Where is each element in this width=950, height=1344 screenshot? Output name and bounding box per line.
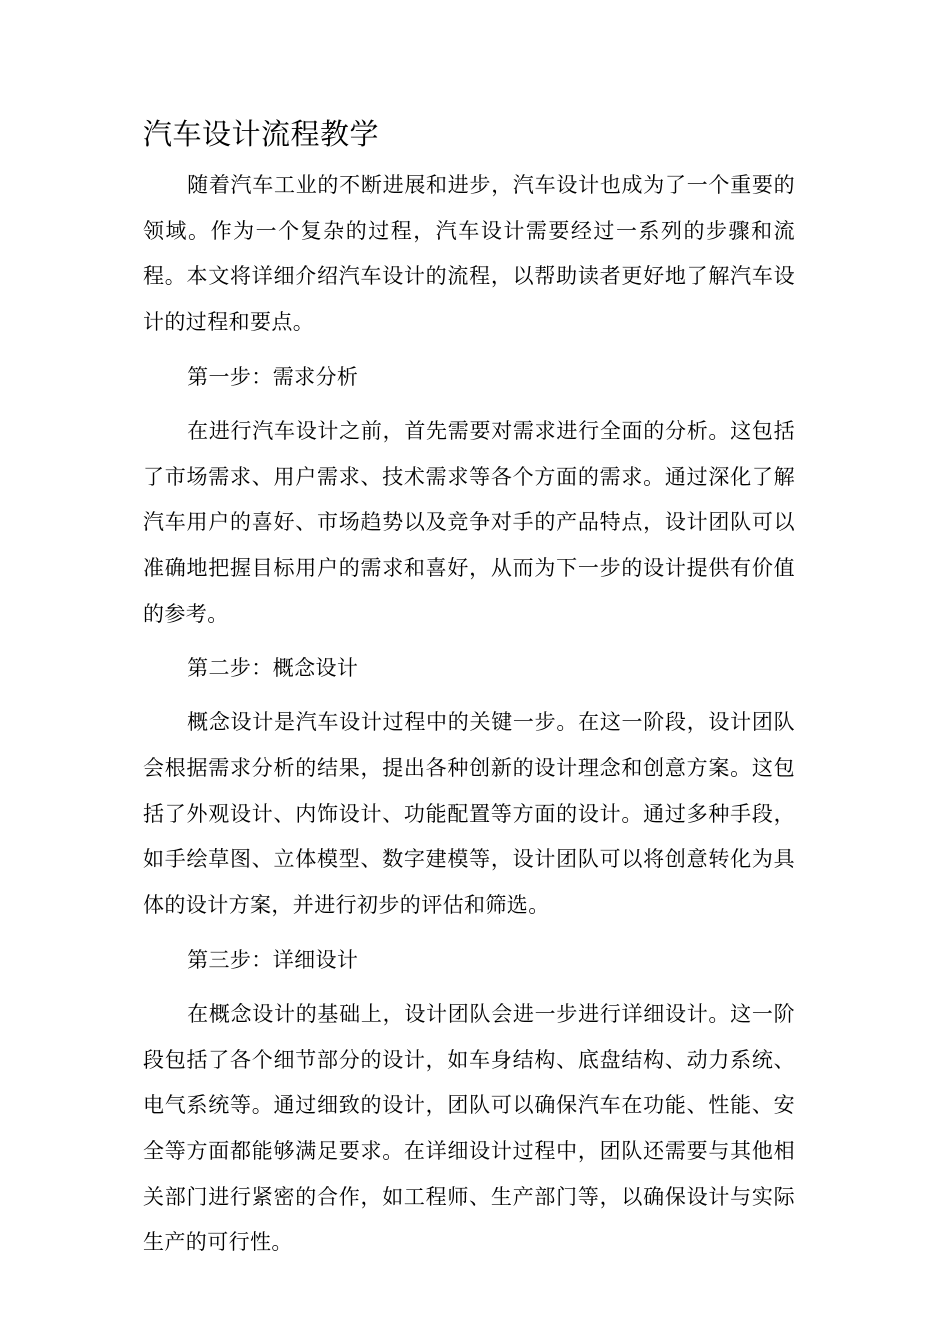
document-title: 汽车设计流程教学 [143, 117, 380, 151]
step-3-heading: 第三步：详细设计 [187, 947, 359, 972]
intro-paragraph: 随着汽车工业的不断进展和进步，汽车设计也成为了一个重要的领域。作为一个复杂的过程，汽车设计需要经过一系列的步骤和流程。本文将详细介绍汽车设计的流程，以帮助读者更好地了解汽车设计的过程和要点。 [143, 173, 795, 335]
step-2-paragraph: 概念设计是汽车设计过程中的关键一步。在这一阶段，设计团队会根据需求分析的结果，提出各种创新的设计理念和创意方案。这包括了外观设计、内饰设计、功能配置等方面的设计。通过多种手段，如手绘草图、立体模型、数字建模等，设计团队可以将创意转化为具体的设计方案，并进行初步的评估和筛选。 [143, 710, 795, 918]
step-3-paragraph: 在概念设计的基础上，设计团队会进一步进行详细设计。这一阶段包括了各个细节部分的设计，如车身结构、底盘结构、动力系统、电气系统等。通过细致的设计，团队可以确保汽车在功能、性能、安全等方面都能够满足要求。在详细设计过程中，团队还需要与其他相关部门进行紧密的合作，如工程师、生产部门等，以确保设计与实际生产的可行性。 [143, 1001, 795, 1255]
step-1-paragraph: 在进行汽车设计之前，首先需要对需求进行全面的分析。这包括了市场需求、用户需求、技术需求等各个方面的需求。通过深化了解汽车用户的喜好、市场趋势以及竞争对手的产品特点，设计团队可以准确地把握目标用户的需求和喜好，从而为下一步的设计提供有价值的参考。 [143, 418, 795, 626]
document-body [143, 163, 795, 1275]
step-2-heading: 第二步：概念设计 [187, 656, 359, 681]
step-1-heading: 第一步：需求分析 [187, 364, 359, 389]
